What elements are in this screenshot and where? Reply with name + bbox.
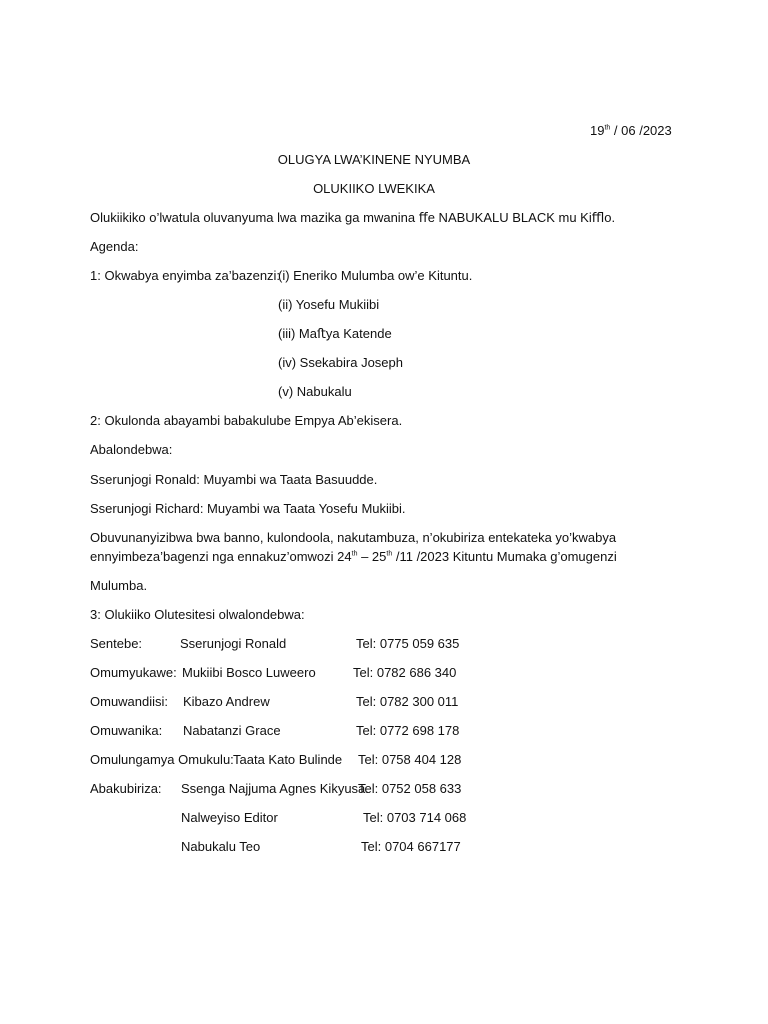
agenda-item-3-label: 3: Olukiiko Olutesitesi olwalondebwa: bbox=[90, 607, 305, 622]
candidate-line: Sserunjogi Richard: Muyambi wa Taata Yosefu Mukiibi. bbox=[90, 501, 406, 516]
member-name: Nalweyiso Editor bbox=[181, 810, 278, 825]
member-phone: Tel: 0704 667177 bbox=[361, 839, 461, 854]
member-name: Nabatanzi Grace bbox=[183, 723, 281, 738]
member-phone: Tel: 0782 300 011 bbox=[356, 694, 459, 709]
member-phone: Tel: 0758 404 128 bbox=[358, 752, 462, 767]
document-title: OLUGYA LWA’KINENE NYUMBA bbox=[277, 152, 471, 167]
member-phone: Tel: 0772 698 178 bbox=[356, 723, 460, 738]
intro-paragraph: Olukiikiko o’lwatula oluvanyuma lwa mazika ga mwanina ﬀe NABUKALU BLACK mu Kiﬄo. bbox=[90, 210, 616, 225]
member-role: Omulungamya Omukulu: bbox=[90, 752, 234, 767]
member-role: Sentebe: bbox=[90, 636, 143, 651]
member-name: Nabukalu Teo bbox=[181, 839, 261, 854]
responsibility-note-line-3: Mulumba. bbox=[90, 578, 148, 593]
document-date: 19th / 06 /2023 bbox=[590, 123, 672, 138]
member-role: Omuwandiisi: bbox=[90, 694, 169, 709]
agenda-item-1-label: 1: Okwabya enyimba za’bazenzi: bbox=[90, 268, 281, 283]
member-role: Abakubiriza: bbox=[90, 781, 162, 796]
agenda-item-2-label: 2: Okulonda abayambi babakulube Empya Ab’ekisera. bbox=[90, 413, 403, 428]
member-phone: Tel: 0775 059 635 bbox=[356, 636, 460, 651]
member-role: Omumyukawe: bbox=[90, 665, 177, 680]
member-name: Sserunjogi Ronald bbox=[180, 636, 287, 651]
member-phone: Tel: 0782 686 340 bbox=[353, 665, 457, 680]
document-subtitle: OLUKIIKO LWEKIKA bbox=[313, 181, 435, 196]
agenda-item-1-name: (iii) Maﬅya Katende bbox=[278, 326, 392, 341]
member-name: Kibazo Andrew bbox=[183, 694, 270, 709]
member-phone: Tel: 0703 714 068 bbox=[363, 810, 467, 825]
agenda-label: Agenda: bbox=[90, 239, 139, 254]
candidates-label: Abalondebwa: bbox=[90, 442, 173, 457]
candidate-line: Sserunjogi Ronald: Muyambi wa Taata Basuudde. bbox=[90, 472, 378, 487]
agenda-item-1-name: (ii) Yosefu Mukiibi bbox=[278, 297, 380, 312]
member-name: Ssenga Najjuma Agnes Kikyusa. bbox=[181, 781, 369, 796]
member-phone: Tel: 0752 058 633 bbox=[358, 781, 462, 796]
responsibility-note-line-2: ennyimbeza’bagenzi nga ennakuz’omwozi 24th – 25th /11 /2023 Kituntu Mumaka g’omugenzi bbox=[90, 549, 617, 564]
member-role: Omuwanika: bbox=[90, 723, 163, 738]
member-name: Taata Kato Bulinde bbox=[233, 752, 343, 767]
member-name: Mukiibi Bosco Luweero bbox=[182, 665, 316, 680]
agenda-item-1-name: (i) Eneriko Mulumba ow’e Kituntu. bbox=[278, 268, 473, 283]
responsibility-note-line-1: Obuvunanyizibwa bwa banno, kulondoola, nakutambuza, n’okubiriza entekateka yo’kwabya bbox=[90, 530, 617, 545]
agenda-item-1-name: (iv) Ssekabira Joseph bbox=[278, 355, 403, 370]
agenda-item-1-name: (v) Nabukalu bbox=[278, 384, 352, 399]
